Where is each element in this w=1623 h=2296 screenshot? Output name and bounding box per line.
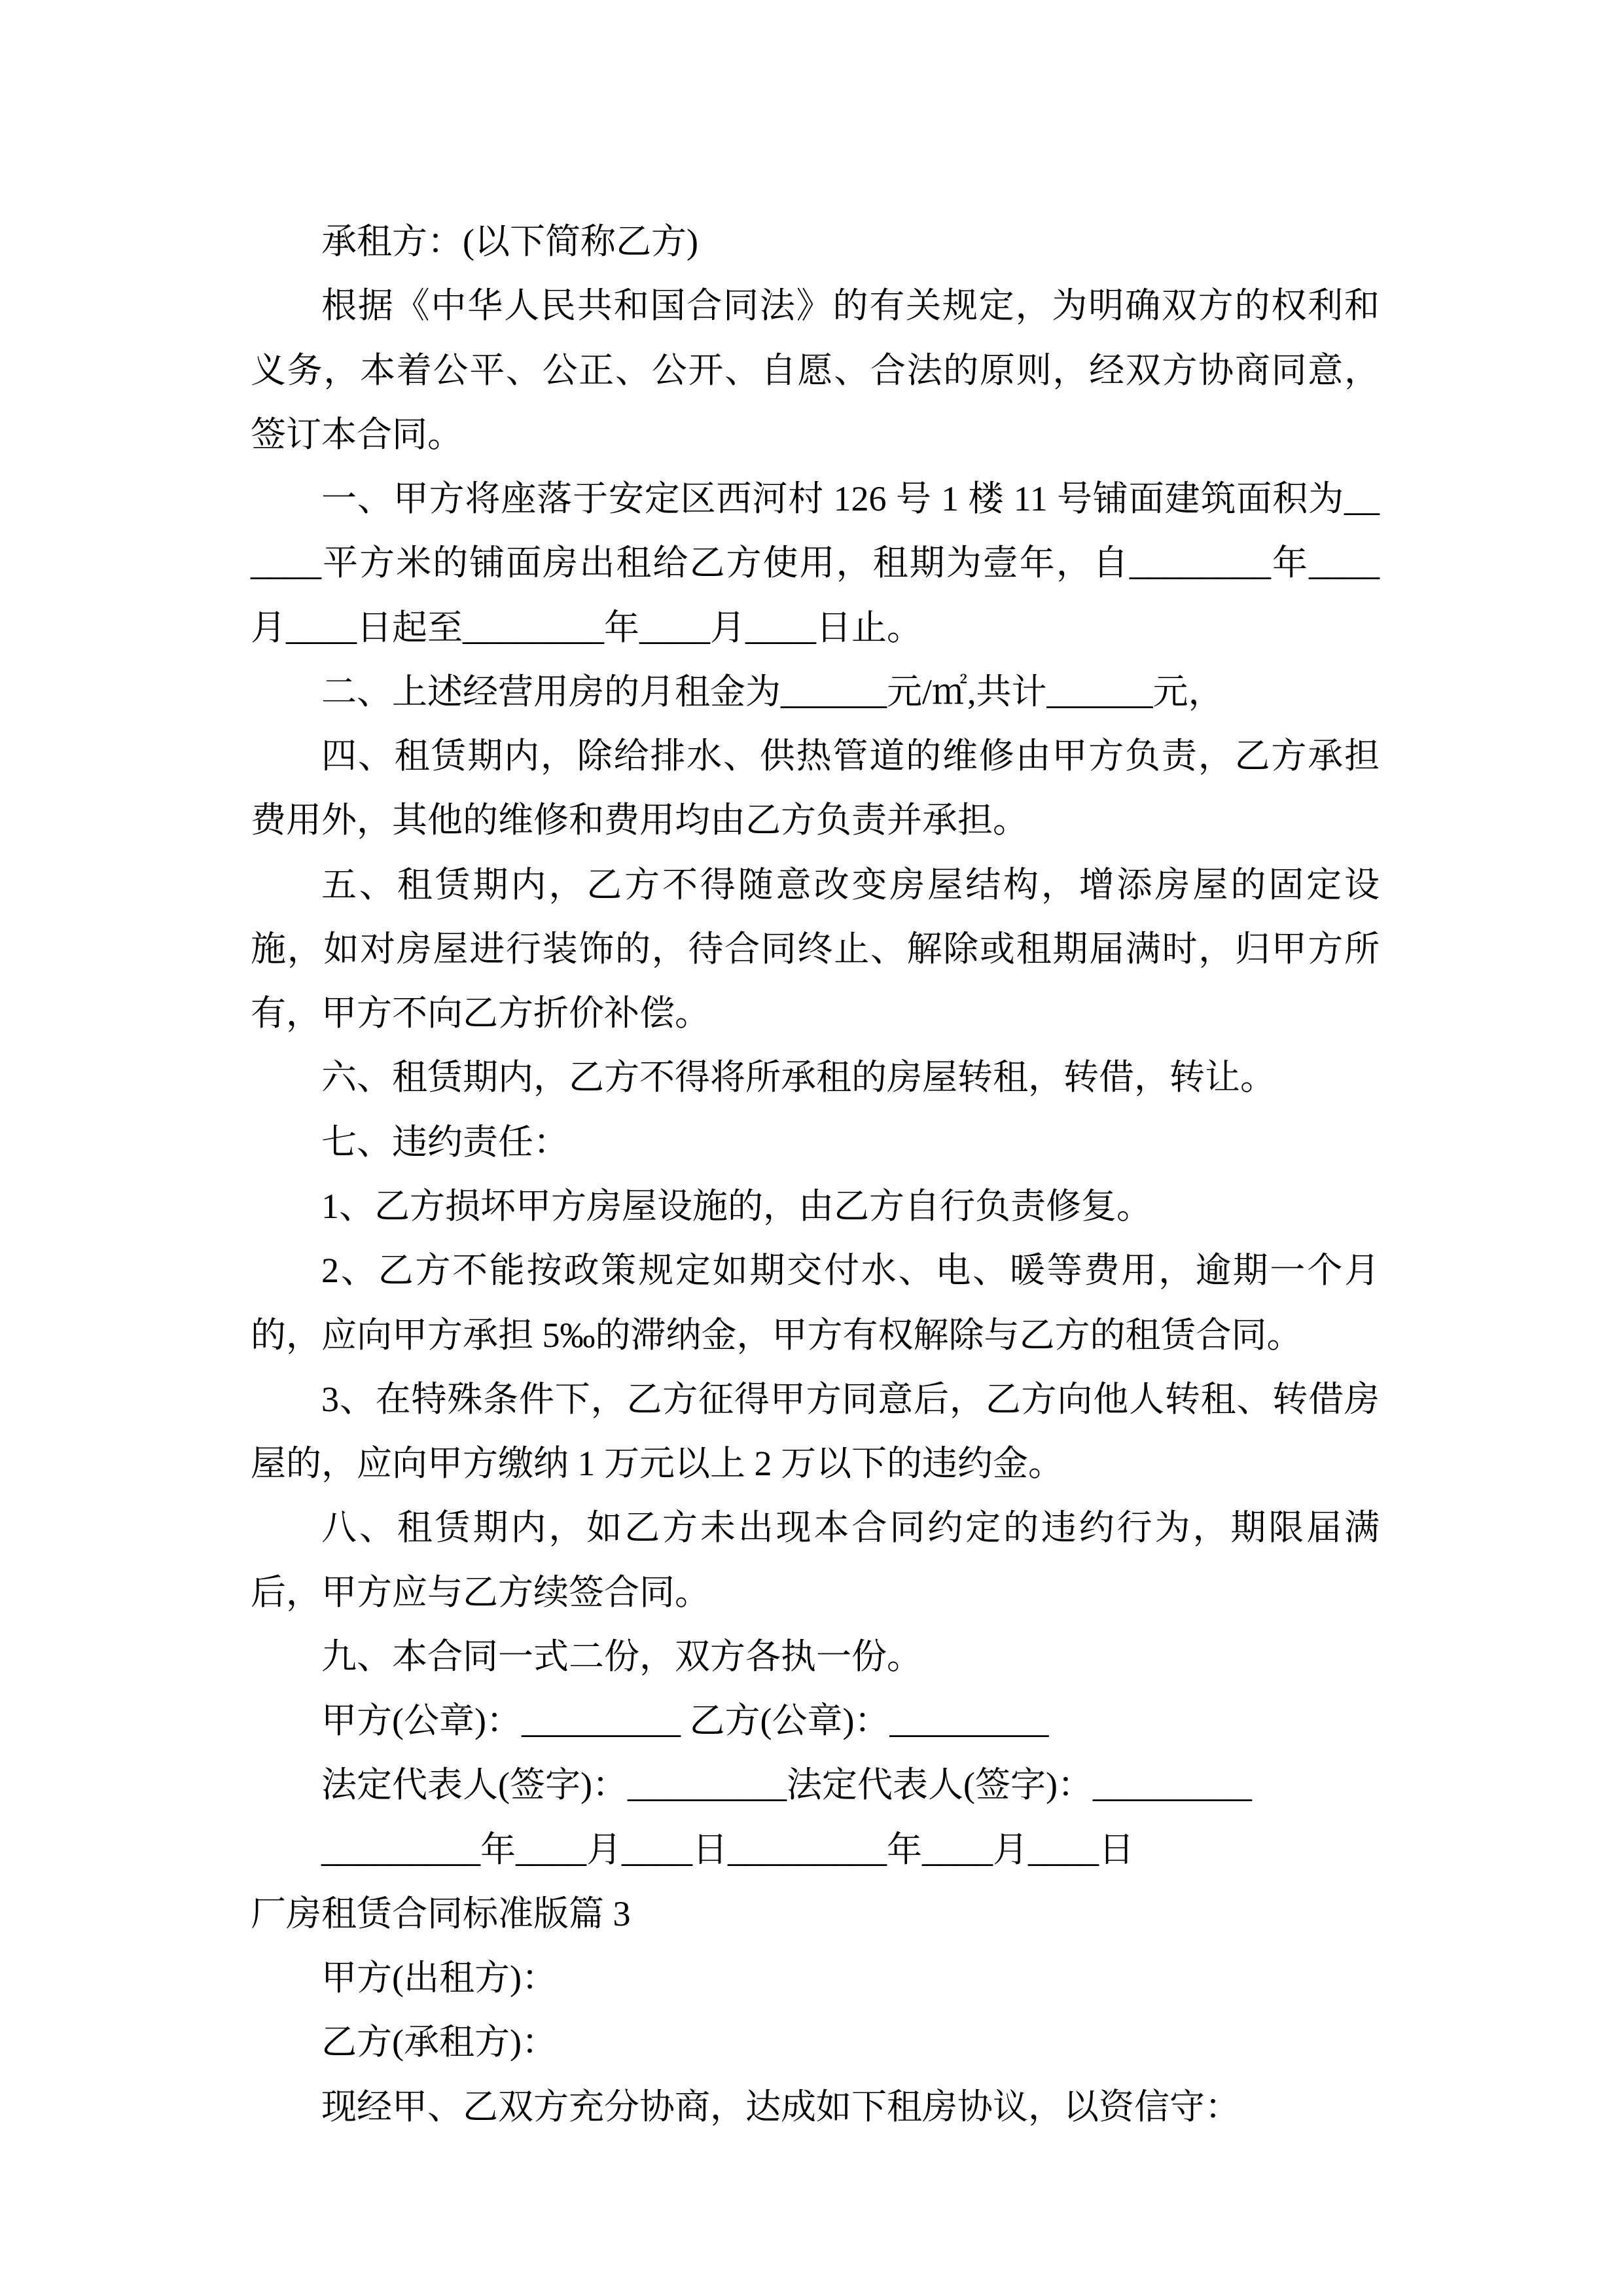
clause-4-maintenance: 四、租赁期内，除给排水、供热管道的维修由甲方负责，乙方承担费用外，其他的维修和费用均由乙方负责并承担。	[251, 736, 1380, 840]
clause-5-structure: 五、租赁期内，乙方不得随意改变房屋结构，增添房屋的固定设施，如对房屋进行装饰的，待合同终止、解除或租期届满时，归甲方所有，甲方不向乙方折价补偿。	[251, 865, 1380, 1033]
document-body	[251, 209, 1380, 2139]
clause-1-premises: 一、甲方将座落于安定区西河村 126 号 1 楼 11 号铺面建筑面积为______平方米的铺面房出租给乙方使用，租期为壹年，自________年____月____日起至________年____月____日止。	[251, 479, 1380, 647]
clause-2-rent: 二、上述经营用房的月租金为______元/㎡,共计______元，	[321, 672, 1224, 711]
agreement-intro: 现经甲、乙双方充分协商，达成如下租房协议，以资信守：	[321, 2087, 1240, 2126]
clause-8-renewal: 八、租赁期内，如乙方未出现本合同约定的违约行为，期限届满后，甲方应与乙方续签合同。	[251, 1508, 1380, 1612]
signature-seals-line: 甲方(公章)：_________ 乙方(公章)：_________	[321, 1701, 1049, 1741]
clause-7-item-2: 2、乙方不能按政策规定如期交付水、电、暖等费用，逾期一个月的，应向甲方承担 5‰的滞纳金，甲方有权解除与乙方的租赁合同。	[251, 1251, 1380, 1355]
section-title-part-3: 厂房租赁合同标准版篇 3	[251, 1893, 631, 1933]
signature-representatives-line: 法定代表人(签字)：_________法定代表人(签字)：_________	[321, 1765, 1252, 1805]
clause-7-item-3: 3、在特殊条件下，乙方征得甲方同意后，乙方向他人转租、转借房屋的，应向甲方缴纳 1 万元以上 2 万以下的违约金。	[251, 1379, 1380, 1484]
paragraph-lessee-title: 承租方：(以下简称乙方)	[321, 222, 698, 261]
clause-6-no-sublet: 六、租赁期内，乙方不得将所承租的房屋转租，转借，转让。	[321, 1058, 1275, 1098]
signature-dates-line: _________年____月____日_________年____月____日	[321, 1829, 1134, 1869]
clause-9-copies: 九、本合同一式二份，双方各执一份。	[321, 1636, 922, 1676]
paragraph-preamble: 根据《中华人民共和国合同法》的有关规定，为明确双方的权利和义务，本着公平、公正、公开、自愿、合法的原则，经双方协商同意，签订本合同。	[251, 286, 1380, 454]
party-b-label: 乙方(承租方)：	[321, 2022, 557, 2062]
clause-7-item-1: 1、乙方损坏甲方房屋设施的，由乙方自行负责修复。	[321, 1186, 1152, 1226]
party-a-label: 甲方(出租方)：	[321, 1958, 557, 1998]
clause-7-breach-title: 七、违约责任：	[321, 1122, 569, 1162]
